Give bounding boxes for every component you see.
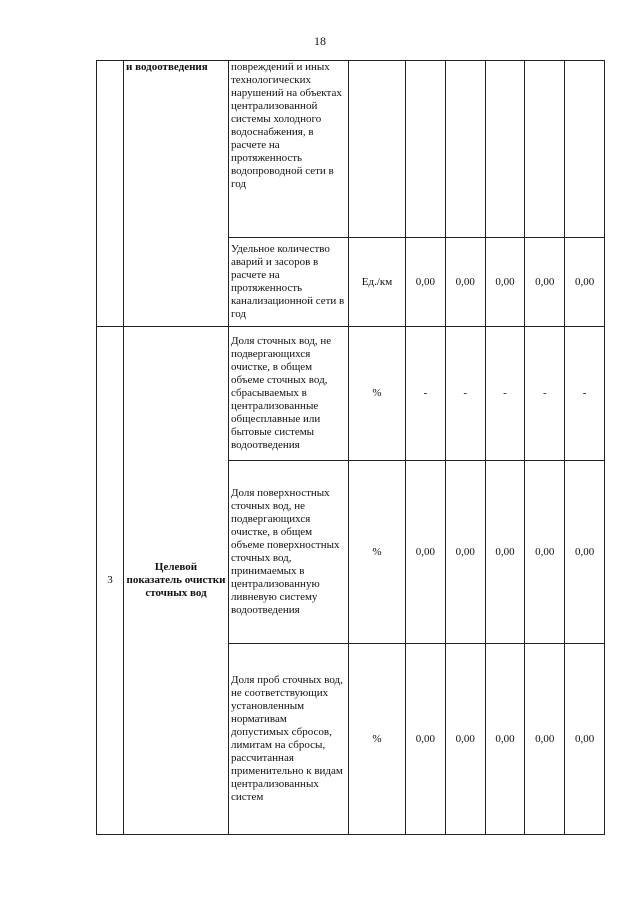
unit-cell: % <box>349 327 406 461</box>
unit-cell <box>349 61 406 238</box>
table-row <box>97 61 605 238</box>
value-cell: 0,00 <box>406 238 446 327</box>
value-cell: - <box>445 327 485 461</box>
indicator-description-cell: повреждений и иных технологических нарушений на объектах централизованной системы холодного водоснабжения, в расчете на протяженность водопроводной сети в год <box>229 61 349 238</box>
value-cell: 0,00 <box>525 461 565 644</box>
indicator-name-cell: Целевой показатель очистки сточных вод <box>124 327 229 835</box>
value-cell <box>525 61 565 238</box>
unit-cell: Ед./км <box>349 238 406 327</box>
value-cell: 0,00 <box>406 461 446 644</box>
page-number: 18 <box>314 34 326 48</box>
value-cell <box>565 61 605 238</box>
value-cell: 0,00 <box>485 238 525 327</box>
value-cell: 0,00 <box>565 238 605 327</box>
value-cell: - <box>485 327 525 461</box>
unit-cell: % <box>349 644 406 835</box>
value-cell <box>406 61 446 238</box>
value-cell: 0,00 <box>565 461 605 644</box>
value-cell: - <box>565 327 605 461</box>
row-number-cell <box>97 61 124 327</box>
indicators-table <box>96 60 605 835</box>
indicator-description-cell: Доля поверхностных сточных вод, не подвергающихся очистке, в общем объеме поверхностных сточных вод, принимаемых в централизованную ливневую систему водоотведения <box>229 461 349 644</box>
value-cell: 0,00 <box>525 644 565 835</box>
value-cell: - <box>525 327 565 461</box>
value-cell: 0,00 <box>445 461 485 644</box>
value-cell <box>485 61 525 238</box>
value-cell: - <box>406 327 446 461</box>
indicator-description-cell: Доля проб сточных вод, не соответствующих установленным нормативам допустимых сбросов, лимитам на сбросы, рассчитанная применительно к видам централизованных систем <box>229 644 349 835</box>
value-cell: 0,00 <box>485 461 525 644</box>
value-cell: 0,00 <box>445 238 485 327</box>
value-cell: 0,00 <box>485 644 525 835</box>
value-cell: 0,00 <box>445 644 485 835</box>
table-row <box>97 327 605 461</box>
row-number-cell: 3 <box>97 327 124 835</box>
value-cell <box>445 61 485 238</box>
value-cell: 0,00 <box>565 644 605 835</box>
value-cell: 0,00 <box>406 644 446 835</box>
indicator-description-cell: Доля сточных вод, не подвергающихся очистке, в общем объеме сточных вод, сбрасываемых в централизованные общесплавные или бытовые системы водоотведения <box>229 327 349 461</box>
unit-cell: % <box>349 461 406 644</box>
indicator-description-cell: Удельное количество аварий и засоров в расчете на протяженность канализационной сети в год <box>229 238 349 327</box>
indicator-name-cell: и водоотведения <box>124 61 229 327</box>
value-cell: 0,00 <box>525 238 565 327</box>
